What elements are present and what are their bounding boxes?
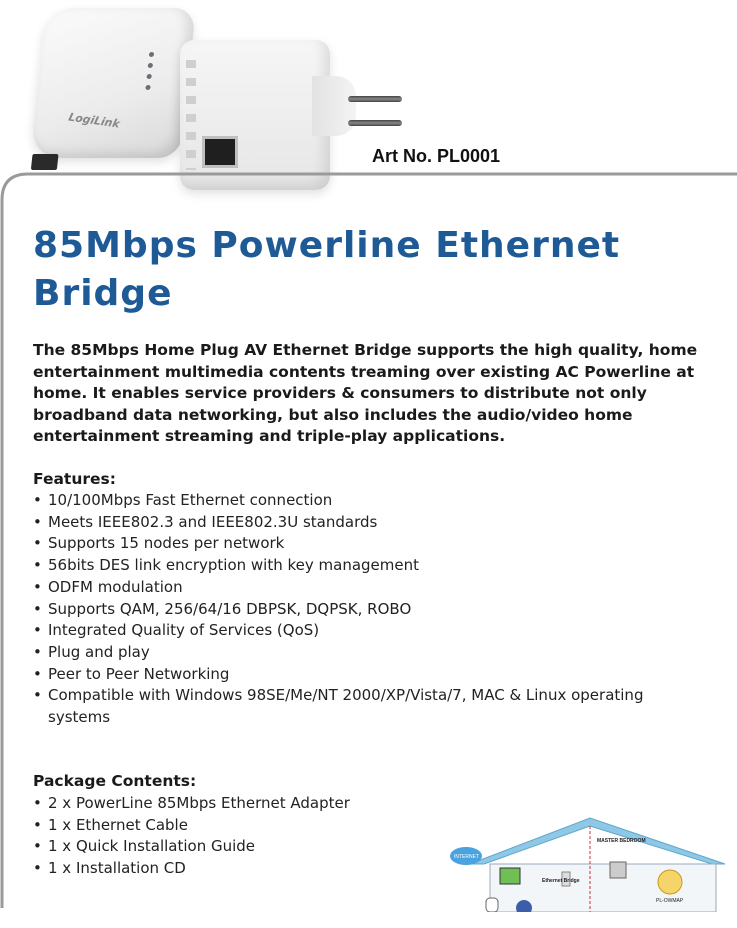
page-title: 85Mbps Powerline Ethernet Bridge <box>33 225 621 314</box>
plug-prong <box>348 120 402 126</box>
ethernet-port <box>202 136 238 168</box>
status-leds <box>145 52 154 90</box>
article-number: Art No. PL0001 <box>372 146 501 166</box>
features-list <box>33 490 703 729</box>
laptop-icon <box>610 862 626 878</box>
bridge-label: Ethernet Bridge <box>542 878 580 884</box>
list-item: • 10/100Mbps Fast Ethernet connection <box>33 490 703 512</box>
router-icon <box>658 870 682 894</box>
network-diagram <box>440 812 737 912</box>
vents <box>186 60 196 170</box>
list-item: • 1 x Installation CD <box>33 858 703 880</box>
list-item: • 2 x PowerLine 85Mbps Ethernet Adapter <box>33 793 703 815</box>
list-item: • Meets IEEE802.3 and IEEE802.3U standards <box>33 512 703 534</box>
adapter-front <box>30 8 196 158</box>
list-item: • Compatible with Windows 98SE/Me/NT 2000/XP/Vista/7, MAC & Linux operating systems <box>33 685 703 728</box>
device-label: PL-OWMAP <box>656 898 684 904</box>
list-item: • Plug and play <box>33 642 703 664</box>
internet-label: INTERNET <box>454 854 479 860</box>
list-item: • Supports QAM, 256/64/16 DBPSK, DQPSK, ROBO <box>33 599 703 621</box>
list-item: • 1 x Quick Installation Guide <box>33 836 703 858</box>
intro-paragraph: The 85Mbps Home Plug AV Ethernet Bridge supports the high quality, home entertainment multimedia contents treaming over existing AC Powerline at home. It enables service providers & consumers to distribute not only broadband data networking, but also includes the audio/video home entertainment streaming and triple-play applications. <box>33 341 698 445</box>
list-item: • Integrated Quality of Services (QoS) <box>33 620 703 642</box>
list-item: • Supports 15 nodes per network <box>33 533 703 555</box>
plug-prong <box>348 96 402 102</box>
features-heading: Features: <box>33 470 116 488</box>
list-item: • 1 x Ethernet Cable <box>33 815 703 837</box>
package-heading: Package Contents: <box>33 772 197 790</box>
plug-housing <box>312 76 356 136</box>
room-label: MASTER BEDROOM <box>597 838 646 844</box>
list-item: • 56bits DES link encryption with key management <box>33 555 703 577</box>
list-item: • Peer to Peer Networking <box>33 664 703 686</box>
monitor-icon <box>500 868 520 884</box>
phone-icon <box>486 898 498 912</box>
list-item: • ODFM modulation <box>33 577 703 599</box>
brand-logo: LogiLink <box>67 110 122 131</box>
